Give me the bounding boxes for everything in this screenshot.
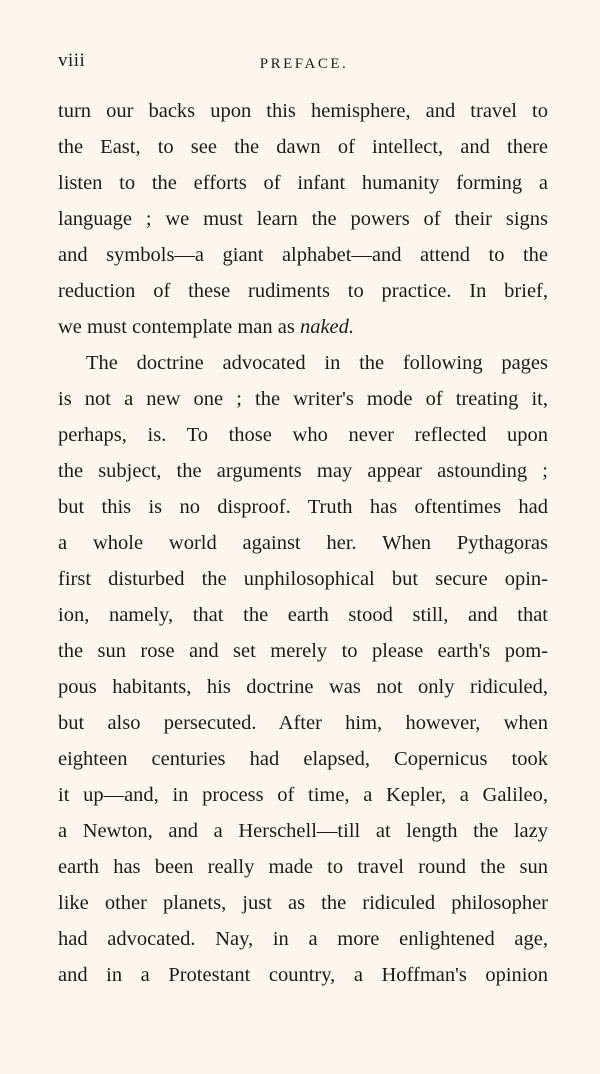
text-line: pous habitants, his doctrine was not only ridiculed, [58,676,548,698]
text-line: first disturbed the unphilosophical but secure opin- [58,568,548,590]
text-line-last [58,309,548,345]
text-line: the subject, the arguments may appear astounding ; [58,460,548,482]
text-line: is not a new one ; the writer's mode of treating it, [58,388,548,410]
text-line: the East, to see the dawn of intellect, and there [58,136,548,158]
text-line: the sun rose and set merely to please earth's pom- [58,640,548,662]
text-line: a whole world against her. When Pythagoras [58,532,548,554]
text-line: ion, namely, that the earth stood still, and that [58,604,548,626]
text-line: turn our backs upon this hemisphere, and travel to [58,100,548,122]
text-line: reduction of these rudiments to practice. In brief, [58,280,548,302]
text-line-prefix: we must contemplate man as [58,316,300,338]
text-line: like other planets, just as the ridiculed philosopher [58,892,548,914]
text-line: language ; we must learn the powers of their signs [58,208,548,230]
text-line: and in a Protestant country, a Hoffman's opinion [58,964,548,986]
paragraph-1 [58,93,548,345]
paragraph-2 [58,345,548,993]
text-line: it up—and, in process of time, a Kepler, a Galileo, [58,784,548,806]
page-number: viii [58,50,86,71]
running-title: PREFACE. [259,56,349,72]
text-line-indented: The doctrine advocated in the following pages [86,352,548,374]
text-line: a Newton, and a Herschell—till at length the lazy [58,820,548,842]
text-line: eighteen centuries had elapsed, Copernicus took [58,748,548,770]
text-line: listen to the efforts of infant humanity forming a [58,172,548,194]
text-line: earth has been really made to travel round the sun [58,856,548,878]
text-line: had advocated. Nay, in a more enlightened age, [58,928,548,950]
body-text [58,93,548,993]
text-line: but also persecuted. After him, however, when [58,712,548,734]
text-line: but this is no disproof. Truth has oftentimes had [58,496,548,518]
italic-word: naked. [299,316,355,338]
text-line: and symbols—a giant alphabet—and attend to the [58,244,548,266]
text-line: perhaps, is. To those who never reflected upon [58,424,548,446]
